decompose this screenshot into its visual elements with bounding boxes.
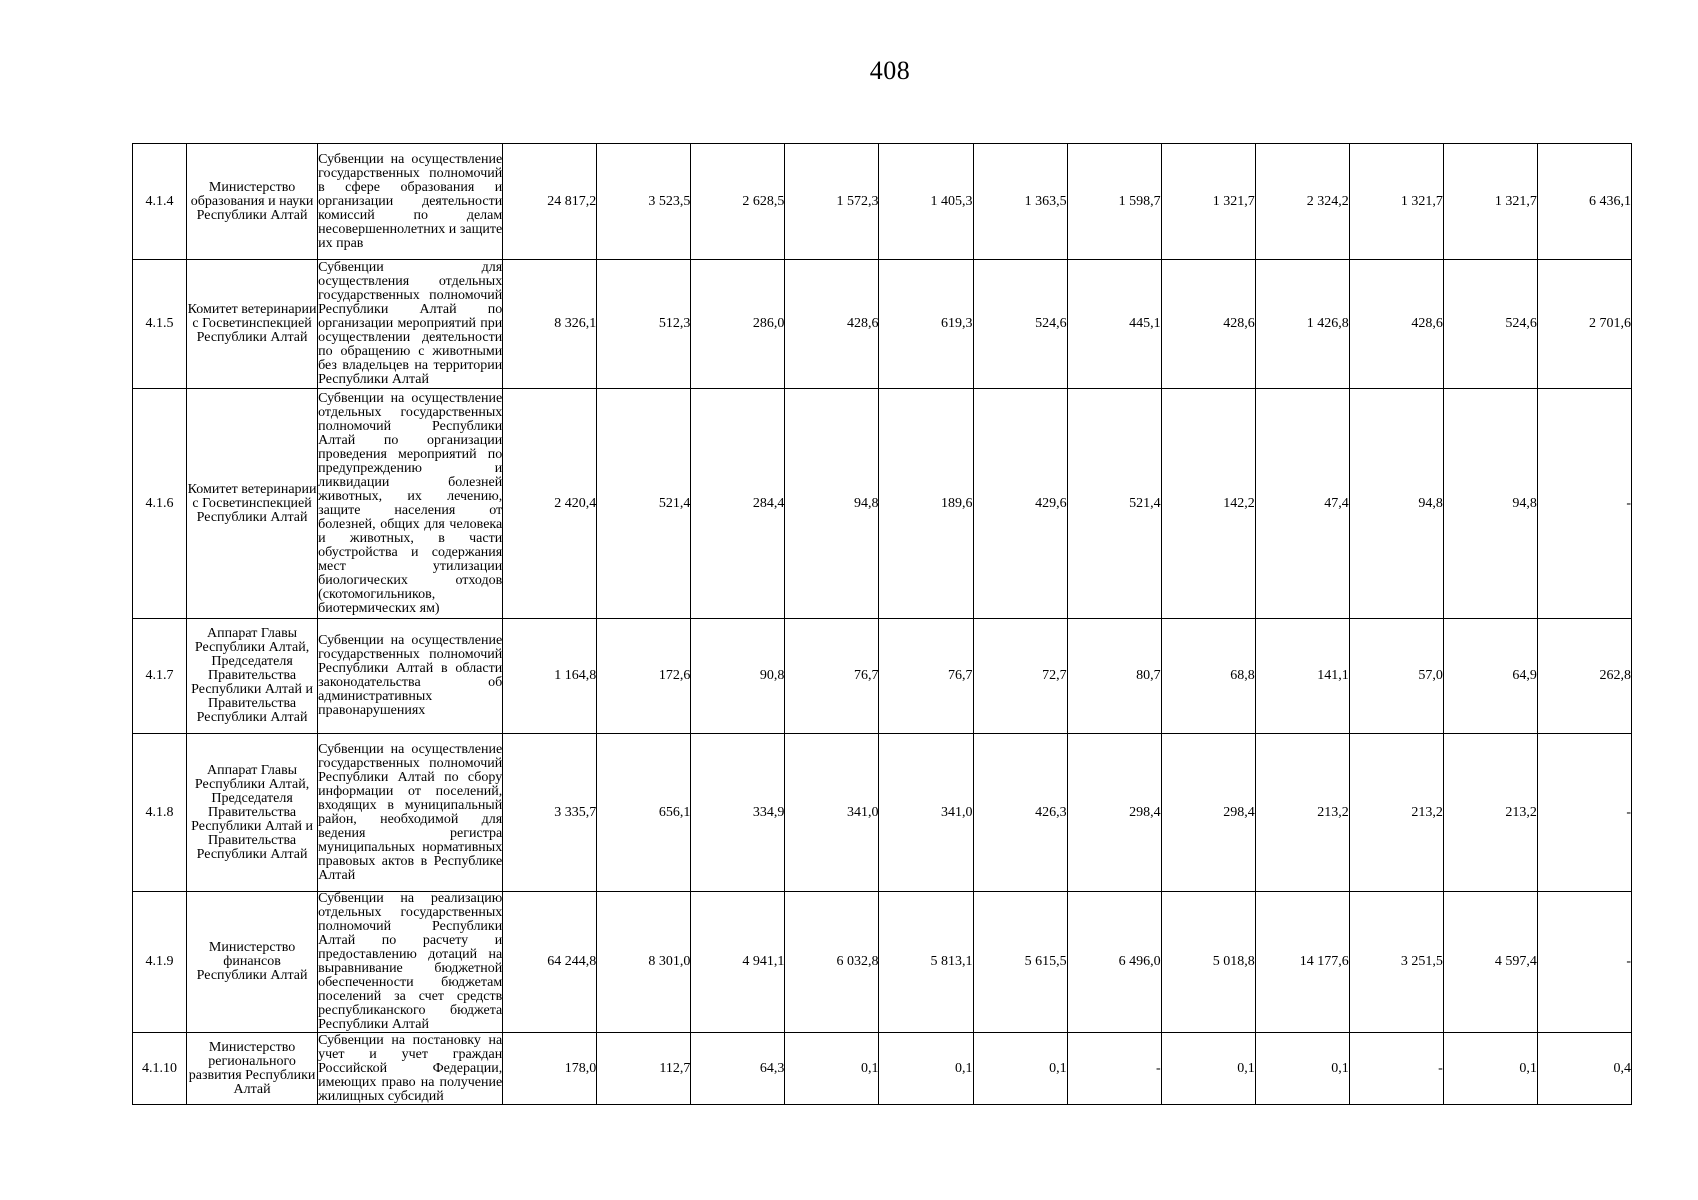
amount-cell: - bbox=[1537, 734, 1631, 892]
amount-cell: 1 363,5 bbox=[973, 144, 1067, 260]
amount-cell: 64,9 bbox=[1443, 619, 1537, 734]
amount-cell: 429,6 bbox=[973, 389, 1067, 619]
amount-cell: 341,0 bbox=[785, 734, 879, 892]
amount-cell: 72,7 bbox=[973, 619, 1067, 734]
amount-cell: 426,3 bbox=[973, 734, 1067, 892]
amount-cell: 341,0 bbox=[879, 734, 973, 892]
row-code-cell: 4.1.10 bbox=[133, 1033, 187, 1105]
table-row bbox=[133, 892, 1632, 1033]
amount-cell: 6 032,8 bbox=[785, 892, 879, 1033]
amount-cell: 64 244,8 bbox=[503, 892, 597, 1033]
amount-cell: 1 572,3 bbox=[785, 144, 879, 260]
amount-cell: 521,4 bbox=[1067, 389, 1161, 619]
amount-cell: 0,1 bbox=[1443, 1033, 1537, 1105]
amount-cell: 298,4 bbox=[1067, 734, 1161, 892]
amount-cell: 334,9 bbox=[691, 734, 785, 892]
amount-cell: 94,8 bbox=[1349, 389, 1443, 619]
page-number: 408 bbox=[869, 56, 911, 85]
amount-cell: 298,4 bbox=[1161, 734, 1255, 892]
responsible-organization-cell: Комитет ветеринарии с Госветинспекцией Республики Алтай bbox=[187, 389, 318, 619]
amount-cell: 0,1 bbox=[1161, 1033, 1255, 1105]
amount-cell: 8 301,0 bbox=[597, 892, 691, 1033]
responsible-organization-cell: Комитет ветеринарии с Госветинспекцией Республики Алтай bbox=[187, 260, 318, 389]
amount-cell: 5 615,5 bbox=[973, 892, 1067, 1033]
subvention-description-cell: Субвенции на осуществление государственных полномочий в сфере образования и организации деятельности комиссий по делам несовершеннолетних и защите их прав bbox=[318, 144, 503, 260]
amount-cell: 4 941,1 bbox=[691, 892, 785, 1033]
amount-cell: 2 628,5 bbox=[691, 144, 785, 260]
amount-cell: 76,7 bbox=[879, 619, 973, 734]
amount-cell: 0,1 bbox=[879, 1033, 973, 1105]
amount-cell: 428,6 bbox=[1161, 260, 1255, 389]
amount-cell: 0,1 bbox=[785, 1033, 879, 1105]
amount-cell: 47,4 bbox=[1255, 389, 1349, 619]
amount-cell: 1 426,8 bbox=[1255, 260, 1349, 389]
table-row bbox=[133, 619, 1632, 734]
amount-cell: 1 164,8 bbox=[503, 619, 597, 734]
amount-cell: 172,6 bbox=[597, 619, 691, 734]
amount-cell: 76,7 bbox=[785, 619, 879, 734]
responsible-organization-cell: Министерство образования и науки Республики Алтай bbox=[187, 144, 318, 260]
amount-cell: 213,2 bbox=[1255, 734, 1349, 892]
amount-cell: 90,8 bbox=[691, 619, 785, 734]
amount-cell: 512,3 bbox=[597, 260, 691, 389]
amount-cell: 262,8 bbox=[1537, 619, 1631, 734]
subvention-description-cell: Субвенции на осуществление государственных полномочий Республики Алтай по сбору информации от поселений, входящих в муниципальный район, необходимой для ведения регистра муниципальных нормативных правовых актов в Республике Алтай bbox=[318, 734, 503, 892]
amount-cell: 68,8 bbox=[1161, 619, 1255, 734]
responsible-organization-cell: Аппарат Главы Республики Алтай, Председателя Правительства Республики Алтай и Правительства Республики Алтай bbox=[187, 734, 318, 892]
amount-cell: 189,6 bbox=[879, 389, 973, 619]
table-row bbox=[133, 1033, 1632, 1105]
amount-cell: 213,2 bbox=[1349, 734, 1443, 892]
amount-cell: 213,2 bbox=[1443, 734, 1537, 892]
amount-cell: - bbox=[1349, 1033, 1443, 1105]
table-row bbox=[133, 144, 1632, 260]
amount-cell: 1 405,3 bbox=[879, 144, 973, 260]
amount-cell: 0,1 bbox=[973, 1033, 1067, 1105]
amount-cell: 524,6 bbox=[973, 260, 1067, 389]
amount-cell: 3 335,7 bbox=[503, 734, 597, 892]
amount-cell: 0,1 bbox=[1255, 1033, 1349, 1105]
amount-cell: - bbox=[1537, 892, 1631, 1033]
responsible-organization-cell: Министерство регионального развития Республики Алтай bbox=[187, 1033, 318, 1105]
amount-cell: 8 326,1 bbox=[503, 260, 597, 389]
amount-cell: 656,1 bbox=[597, 734, 691, 892]
amount-cell: 428,6 bbox=[1349, 260, 1443, 389]
row-code-cell: 4.1.6 bbox=[133, 389, 187, 619]
amount-cell: 4 597,4 bbox=[1443, 892, 1537, 1033]
table-row bbox=[133, 734, 1632, 892]
table-row bbox=[133, 260, 1632, 389]
amount-cell: 2 701,6 bbox=[1537, 260, 1631, 389]
amount-cell: 0,4 bbox=[1537, 1033, 1631, 1105]
row-code-cell: 4.1.4 bbox=[133, 144, 187, 260]
amount-cell: 428,6 bbox=[785, 260, 879, 389]
table-row bbox=[133, 389, 1632, 619]
amount-cell: 524,6 bbox=[1443, 260, 1537, 389]
amount-cell: 3 251,5 bbox=[1349, 892, 1443, 1033]
amount-cell: 6 496,0 bbox=[1067, 892, 1161, 1033]
amount-cell: 14 177,6 bbox=[1255, 892, 1349, 1033]
amount-cell: 6 436,1 bbox=[1537, 144, 1631, 260]
subvention-description-cell: Субвенции на осуществление отдельных государственных полномочий Республики Алтай по организации проведения мероприятий по предупреждению и ликвидации болезней животных, их лечению, защите населения от болезней, общих для человека и животных, в части обустройства и содержания мест утилизации биологических отходов (скотомогильников, биотермических ям) bbox=[318, 389, 503, 619]
row-code-cell: 4.1.5 bbox=[133, 260, 187, 389]
amount-cell: - bbox=[1537, 389, 1631, 619]
responsible-organization-cell: Министерство финансов Республики Алтай bbox=[187, 892, 318, 1033]
amount-cell: 1 598,7 bbox=[1067, 144, 1161, 260]
amount-cell: 5 018,8 bbox=[1161, 892, 1255, 1033]
amount-cell: 57,0 bbox=[1349, 619, 1443, 734]
amount-cell: 94,8 bbox=[785, 389, 879, 619]
row-code-cell: 4.1.9 bbox=[133, 892, 187, 1033]
row-code-cell: 4.1.8 bbox=[133, 734, 187, 892]
amount-cell: 178,0 bbox=[503, 1033, 597, 1105]
amount-cell: 80,7 bbox=[1067, 619, 1161, 734]
amount-cell: 1 321,7 bbox=[1349, 144, 1443, 260]
amount-cell: 94,8 bbox=[1443, 389, 1537, 619]
row-code-cell: 4.1.7 bbox=[133, 619, 187, 734]
amount-cell: - bbox=[1067, 1033, 1161, 1105]
amount-cell: 5 813,1 bbox=[879, 892, 973, 1033]
amount-cell: 2 324,2 bbox=[1255, 144, 1349, 260]
amount-cell: 142,2 bbox=[1161, 389, 1255, 619]
subvention-description-cell: Субвенции для осуществления отдельных государственных полномочий Республики Алтай по организации мероприятий при осуществлении деятельности по обращению с животными без владельцев на территории Республики Алтай bbox=[318, 260, 503, 387]
amount-cell: 3 523,5 bbox=[597, 144, 691, 260]
amount-cell: 64,3 bbox=[691, 1033, 785, 1105]
amount-cell: 1 321,7 bbox=[1443, 144, 1537, 260]
responsible-organization-cell: Аппарат Главы Республики Алтай, Председателя Правительства Республики Алтай и Правительства Республики Алтай bbox=[187, 619, 318, 734]
amount-cell: 1 321,7 bbox=[1161, 144, 1255, 260]
amount-cell: 619,3 bbox=[879, 260, 973, 389]
subvention-description-cell: Субвенции на постановку на учет и учет граждан Российской Федерации, имеющих право на получение жилищных субсидий bbox=[318, 1032, 503, 1104]
amount-cell: 286,0 bbox=[691, 260, 785, 389]
budget-table bbox=[132, 143, 1632, 1105]
amount-cell: 141,1 bbox=[1255, 619, 1349, 734]
amount-cell: 112,7 bbox=[597, 1033, 691, 1105]
amount-cell: 445,1 bbox=[1067, 260, 1161, 389]
amount-cell: 2 420,4 bbox=[503, 389, 597, 619]
subvention-description-cell: Субвенции на реализацию отдельных государственных полномочий Республики Алтай по расчету и предоставлению дотаций на выравнивание бюджетной обеспеченности бюджетам поселений за счет средств республиканского бюджета Республики Алтай bbox=[318, 891, 503, 1032]
amount-cell: 24 817,2 bbox=[503, 144, 597, 260]
amount-cell: 284,4 bbox=[691, 389, 785, 619]
amount-cell: 521,4 bbox=[597, 389, 691, 619]
subvention-description-cell: Субвенции на осуществление государственных полномочий Республики Алтай в области законодательства об административных правонарушениях bbox=[318, 619, 503, 734]
